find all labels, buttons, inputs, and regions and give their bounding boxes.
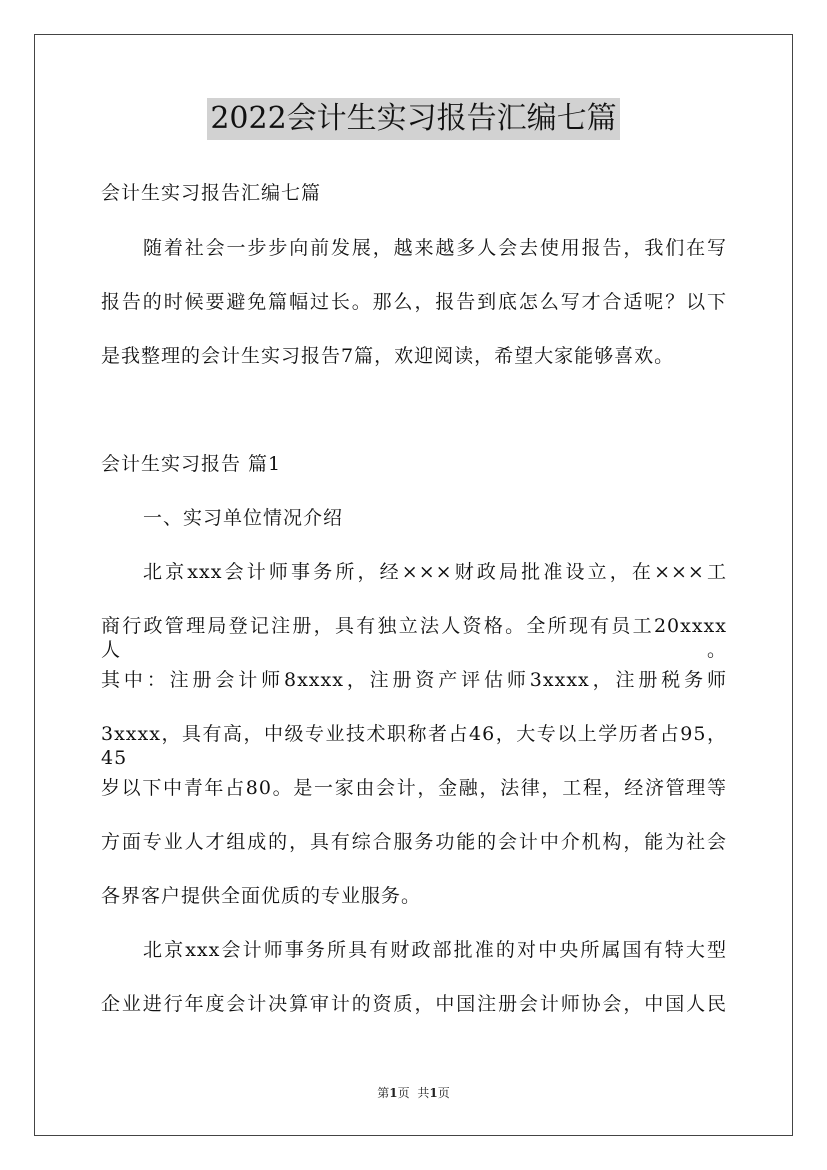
footer-total-prefix: 共 bbox=[417, 1086, 430, 1100]
doc-subtitle: 会计生实习报告汇编七篇 bbox=[101, 182, 322, 204]
intro-line-3: 是我整理的会计生实习报告7篇，欢迎阅读，希望大家能够喜欢。 bbox=[101, 345, 675, 367]
page-footer bbox=[0, 1084, 827, 1101]
body-line-1: 北京xxx会计师事务所，经×××财政局批准设立，在×××工 bbox=[143, 561, 727, 583]
footer-page-suffix: 页 bbox=[397, 1086, 410, 1100]
body-line-2: 商行政管理局登记注册，具有独立法人资格。全所现有员工20xxxx人。 bbox=[101, 615, 727, 661]
title-container bbox=[0, 98, 827, 140]
body-line-8: 北京xxx会计师事务所具有财政部批准的对中央所属国有特大型 bbox=[143, 939, 727, 961]
footer-total-number: 1 bbox=[429, 1086, 438, 1100]
body-line-9: 企业进行年度会计决算审计的资质，中国注册会计师协会，中国人民 bbox=[101, 993, 727, 1015]
footer-total-suffix: 页 bbox=[437, 1086, 450, 1100]
body-line-5: 岁以下中青年占80。是一家由会计，金融，法律，工程，经济管理等 bbox=[101, 777, 727, 799]
subsection-heading: 一、实习单位情况介绍 bbox=[143, 507, 344, 529]
footer-page-prefix: 第 bbox=[377, 1086, 390, 1100]
body-line-4: 3xxxx，具有高，中级专业技术职称者占46，大专以上学历者占95，45 bbox=[101, 723, 727, 769]
section-heading: 会计生实习报告 篇1 bbox=[101, 453, 282, 475]
intro-line-2: 报告的时候要避免篇幅过长。那么，报告到底怎么写才合适呢？以下 bbox=[101, 291, 727, 313]
body-line-7: 各界客户提供全面优质的专业服务。 bbox=[101, 885, 422, 907]
footer-page-number: 1 bbox=[389, 1086, 398, 1100]
body-line-6: 方面专业人才组成的，具有综合服务功能的会计中介机构，能为社会 bbox=[101, 831, 727, 853]
body-line-3: 其中：注册会计师8xxxx，注册资产评估师3xxxx，注册税务师 bbox=[101, 669, 727, 691]
intro-line-1: 随着社会一步步向前发展，越来越多人会去使用报告，我们在写 bbox=[143, 237, 727, 259]
document-title: 2022会计生实习报告汇编七篇 bbox=[207, 98, 619, 140]
